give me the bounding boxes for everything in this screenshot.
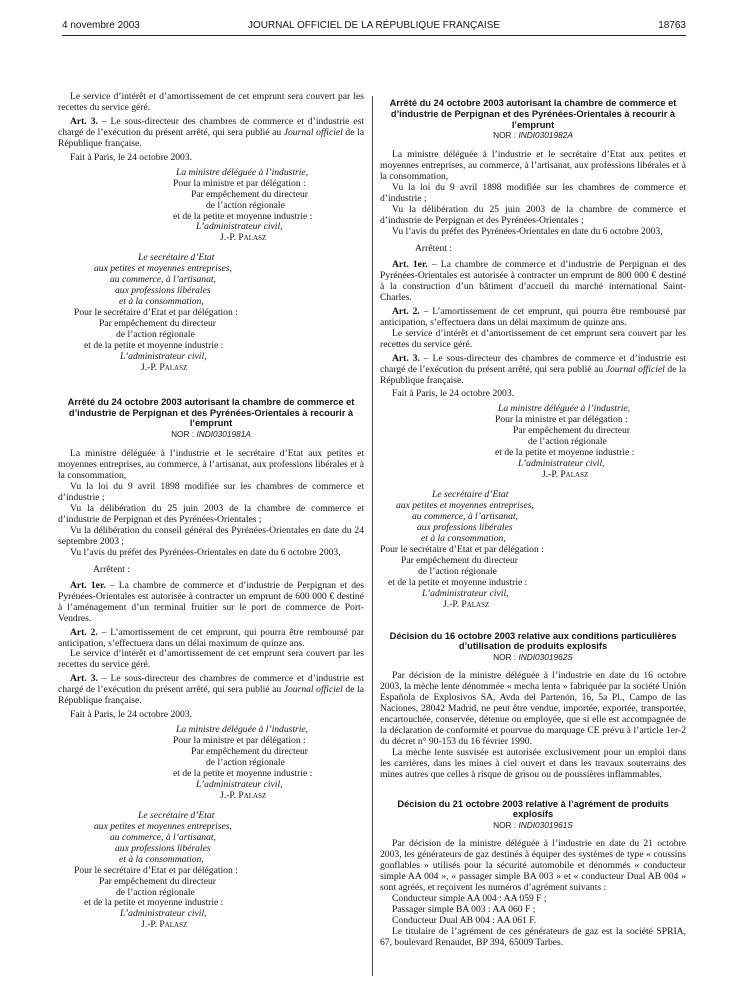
page-header: [62, 20, 686, 34]
signature-block-secretary: [58, 253, 364, 373]
article-1: [380, 260, 686, 304]
nor-reference: [58, 429, 364, 440]
signature-line: de l’action régionale: [206, 199, 285, 211]
signature-line: L’administrateur civil,: [120, 350, 207, 362]
signature-line: au commerce, à l’artisanat,: [412, 510, 518, 522]
article-text-tail: de la République française.: [58, 684, 364, 707]
signature-line: Pour le secrétaire d’Etat et par délégation :: [74, 307, 238, 319]
signature-block-minister: [58, 725, 364, 802]
signature-line: de l’action régionale: [418, 565, 497, 577]
visa-paragraph: Vu l’avis du préfet des Pyrénées-Orientales en date du 6 octobre 2003,: [70, 546, 341, 558]
visa-paragraph: Vu la loi du 9 avril 1898 modifiée sur les chambres de commerce et d’industrie ;: [58, 481, 364, 504]
signature-line: et de la petite et moyenne industrie :: [173, 768, 313, 779]
signature-block-secretary: [380, 490, 686, 610]
decision-paragraph: Par décision de la ministre déléguée à l’industrie en date du 21 octobre 2003, les générateurs de gaz destinés à équiper des systèmes de type « coussins gonflables » utilisés pour la sécurité automobile et dénommés « conducteur simple AA 004 », « passager simple BA 003 » et « conducteur Dual AB 004 » sont agréés, et reçoivent les numéros d’agrément suivants :: [380, 838, 686, 894]
paragraph: Le service d’intérêt et d’amortissement de cet emprunt sera couvert par les recettes du service géré.: [380, 327, 686, 350]
approval-line: Conducteur simple AA 004 : AA 059 F ;: [392, 893, 547, 905]
signature-line: Pour la ministre et par délégation :: [173, 177, 306, 189]
signature-line: Pour le secrétaire d’Etat et par délégation :: [380, 543, 544, 555]
signature-line: Le secrétaire d’Etat: [138, 809, 215, 821]
visa-paragraph: La ministre déléguée à l’industrie et le secrétaire d’Etat aux petites et moyennes entreprises, au commerce, à l’artisanat, aux professions libérales et à la consommation,: [58, 448, 364, 482]
decision-paragraph: La mèche lente susvisée est autorisée exclusivement pour un emploi dans les carrières, dans les mines à ciel ouvert et dans les travaux souterrains des mines autres que celles à risque de grisou ou de poussières inflammables.: [380, 746, 686, 780]
decree-title: Arrêté du 24 octobre 2003 autorisant la chambre de commerce et d’industrie de Perpignan et des Pyrénées-Orientales à recourir à l’emprunt: [67, 396, 355, 429]
header-journal-title: JOURNAL OFFICIEL DE LA RÉPUBLIQUE FRANÇAISE: [247, 20, 501, 31]
decision-paragraph: Le titulaire de l’agrément de ces générateurs de gaz est la société SPRIA, 67, boulevard Renaudet, BP 394, 65009 Tarbes.: [380, 925, 686, 948]
nor-reference: [380, 652, 686, 663]
signature-line: La ministre déléguée à l’industrie,: [498, 403, 631, 415]
nor-reference: [380, 130, 686, 141]
signature-line: Par empêchement du directeur: [401, 554, 518, 566]
signature-line: Pour la ministre et par délégation :: [173, 735, 306, 747]
nor-label: NOR :: [171, 429, 197, 440]
arretent-label: Arrêtent :: [93, 563, 131, 575]
signature-line: aux professions libérales: [115, 285, 211, 297]
article-text-tail: de la République française.: [58, 126, 364, 149]
article-label: Art. 2.: [392, 305, 420, 317]
nor-label: NOR :: [493, 820, 519, 831]
signature-line: et à la consommation,: [421, 532, 506, 544]
signature-line: La ministre déléguée à l’industrie,: [176, 166, 309, 178]
header-rule: [62, 35, 686, 36]
article-text: – La chambre de commerce et d’industrie de Perpignan et des Pyrénées-Orientales est autorisée à contracter un emprunt de 600 000 € destiné à l’aménagement d’un terminal fruitier sur le port de commerce de Port-Vendres.: [58, 579, 364, 624]
signature-line: aux petites et moyennes entreprises,: [396, 500, 534, 512]
signature-line: et à la consommation,: [119, 296, 204, 308]
left-column: [58, 92, 364, 931]
nor-code: INDI0301961S: [518, 820, 573, 831]
approval-line: Conducteur Dual AB 004 : AA 061 F.: [392, 914, 537, 926]
fait-a-paris: Fait à Paris, le 24 octobre 2003.: [70, 709, 193, 721]
article-2: [380, 307, 686, 329]
signature-line: L’administrateur civil,: [196, 778, 283, 790]
nor-code: INDI0301981A: [196, 429, 251, 440]
signature-line: Par empêchement du directeur: [99, 318, 216, 330]
signatory-name: J.-P. Palasz: [542, 469, 589, 481]
signature-line: L’administrateur civil,: [196, 221, 283, 233]
signatory-name: J.-P. Palasz: [443, 598, 490, 610]
signature-line: Le secrétaire d’Etat: [432, 489, 509, 501]
signature-line: Pour le secrétaire d’Etat et par délégation :: [74, 864, 238, 876]
signature-line: de l’action régionale: [116, 886, 195, 898]
article-label: Art. 3.: [392, 352, 420, 364]
signature-line: de l’action régionale: [206, 757, 285, 769]
signature-block-minister: [58, 168, 364, 245]
signature-line: Par empêchement du directeur: [191, 746, 308, 758]
signature-line: L’administrateur civil,: [518, 458, 605, 470]
article-text: – L’amortissement de cet emprunt, qui pourra être remboursé par anticipation, s’effectuera dans un délai maximum de quinze ans.: [58, 626, 365, 649]
header-page-number: 18763: [658, 20, 686, 31]
signature-line: au commerce, à l’artisanat,: [110, 831, 216, 843]
nor-code: INDI0301962S: [518, 652, 573, 663]
signature-line: et à la consommation,: [119, 853, 204, 865]
visa-paragraph: Vu la délibération du 25 juin 2003 de la chambre de commerce et d’industrie de Perpignan et des Pyrénées-Orientales ;: [58, 503, 364, 525]
journal-name: Journal officiel: [605, 363, 665, 375]
article-text: – Le sous-directeur des chambres de commerce et d’industrie est chargé de l’exécution du présent arrêté, qui sera publié au: [58, 115, 364, 138]
article-2: [58, 628, 364, 650]
right-column: [380, 98, 686, 949]
signatory-name: J.-P. Palasz: [220, 232, 267, 244]
article-3: [58, 117, 364, 150]
signature-line: Par empêchement du directeur: [191, 188, 308, 200]
article-text: – Le sous-directeur des chambres de commerce et d’industrie est chargé de l’exécution du présent arrêté, qui sera publié au: [58, 673, 364, 696]
signature-line: aux petites et moyennes entreprises,: [94, 820, 232, 832]
paragraph: Le service d’intérêt et d’amortissement de cet emprunt sera couvert par les recettes du service géré.: [58, 648, 364, 671]
article-1: [58, 581, 364, 625]
nor-label: NOR :: [493, 130, 519, 141]
signature-line: de l’action régionale: [116, 329, 195, 341]
decision-title: Décision du 16 octobre 2003 relative aux conditions particulières d’utilisation de produits explosifs: [389, 630, 677, 652]
article-label: Art. 1er.: [392, 258, 428, 270]
signature-line: La ministre déléguée à l’industrie,: [176, 724, 309, 736]
signature-line: de l’action régionale: [528, 436, 607, 448]
signature-line: et de la petite et moyenne industrie :: [173, 210, 313, 222]
visa-paragraph: La ministre déléguée à l’industrie et le secrétaire d’Etat aux petites et moyennes entreprises, au commerce, à l’artisanat, aux professions libérales et à la consommation,: [380, 149, 686, 183]
visa-paragraph: Vu l’avis du préfet des Pyrénées-Orientales en date du 6 octobre 2003,: [392, 226, 663, 238]
signature-block-minister: [380, 404, 686, 481]
article-label: Art. 1er.: [70, 579, 106, 591]
column-divider: [372, 96, 373, 976]
signatory-name: J.-P. Palasz: [141, 919, 188, 931]
article-3: [380, 354, 686, 387]
arretent-label: Arrêtent :: [415, 243, 453, 255]
signature-line: Par empêchement du directeur: [99, 875, 216, 887]
article-label: Art. 2.: [70, 626, 98, 638]
journal-name: Journal officiel: [283, 684, 343, 696]
signature-line: L’administrateur civil,: [422, 587, 509, 599]
nor-reference: [380, 820, 686, 831]
article-label: Art. 3.: [70, 115, 98, 127]
header-date: 4 novembre 2003: [62, 20, 140, 31]
signature-line: au commerce, à l’artisanat,: [110, 274, 216, 286]
signature-line: aux petites et moyennes entreprises,: [94, 263, 232, 275]
signatory-name: J.-P. Palasz: [220, 789, 267, 801]
article-label: Art. 3.: [70, 673, 98, 685]
signature-line: et de la petite et moyenne industrie :: [388, 576, 528, 588]
fait-a-paris: Fait à Paris, le 24 octobre 2003.: [392, 388, 515, 400]
decision-title: Décision du 21 octobre 2003 relative à l’agrément de produits explosifs: [397, 798, 669, 820]
decision-paragraph: Par décision de la ministre déléguée à l’industrie en date du 16 octobre 2003, la mèche lente dénommée « mecha lenta » fabriquée par la société Unión Española de Explosivos SA, Avda del Partenón, 16, 5a Pl., Campo de las Naciones, 28042 Madrid, ne peut être vendue, importée, exportée, transportée, encartouchée, conservée, détenue ou employée, que si elle est accompagnée de la déclaration de conformité et pourvue du marquage CE prévu à l’article 1er-2 du décret n° 90-153 du 16 février 1990.: [380, 670, 686, 747]
signature-line: aux professions libérales: [115, 842, 211, 854]
approval-line: Passager simple BA 003 : AA 060 F ;: [392, 904, 536, 915]
signature-line: aux professions libérales: [417, 521, 513, 533]
article-3: [58, 674, 364, 707]
visa-paragraph: Vu la délibération du conseil général des Pyrénées-Orientales en date du 24 septembre 2003 ;: [58, 524, 364, 547]
signature-line: et de la petite et moyenne industrie :: [84, 897, 224, 909]
paragraph: Le service d’intérêt et d’amortissement de cet emprunt sera couvert par les recettes du service géré.: [58, 91, 364, 113]
visa-paragraph: Vu la délibération du 25 juin 2003 de la chambre de commerce et d’industrie de Perpignan et des Pyrénées-Orientales ;: [380, 204, 686, 227]
visa-paragraph: Vu la loi du 9 avril 1898 modifiée sur les chambres de commerce et d’industrie ;: [380, 182, 686, 205]
fait-a-paris: Fait à Paris, le 24 octobre 2003.: [70, 151, 193, 163]
journal-name: Journal officiel: [283, 126, 343, 138]
nor-code: INDI0301982A: [518, 130, 573, 141]
signature-line: Le secrétaire d’Etat: [138, 252, 215, 264]
nor-label: NOR :: [493, 652, 519, 663]
signature-line: et de la petite et moyenne industrie :: [84, 340, 224, 352]
signature-block-secretary: [58, 811, 364, 931]
signature-line: Pour la ministre et par délégation :: [495, 414, 628, 426]
signature-line: Par empêchement du directeur: [513, 425, 630, 437]
signature-line: et de la petite et moyenne industrie :: [495, 447, 635, 459]
article-text: – L’amortissement de cet emprunt, qui pourra être remboursé par anticipation, s’effectuera dans un délai maximum de quinze ans.: [380, 305, 687, 328]
decree-title: Arrêté du 24 octobre 2003 autorisant la chambre de commerce et d’industrie de Perpignan et des Pyrénées-Orientales à recourir à l’emprunt: [389, 98, 677, 130]
article-text: – La chambre de commerce et d’industrie de Perpignan et des Pyrénées-Orientales est autorisée à contracter un emprunt de 800 000 € destiné à la construction d’un bâtiment d’accueil du marché international Saint-Charles.: [380, 258, 686, 303]
article-text: – Le sous-directeur des chambres de commerce et d’industrie est chargé de l’exécution du présent arrêté, qui sera publié au: [380, 352, 686, 375]
signature-line: L’administrateur civil,: [120, 908, 207, 920]
signatory-name: J.-P. Palasz: [141, 361, 188, 373]
article-text-tail: de la République française.: [380, 363, 686, 386]
